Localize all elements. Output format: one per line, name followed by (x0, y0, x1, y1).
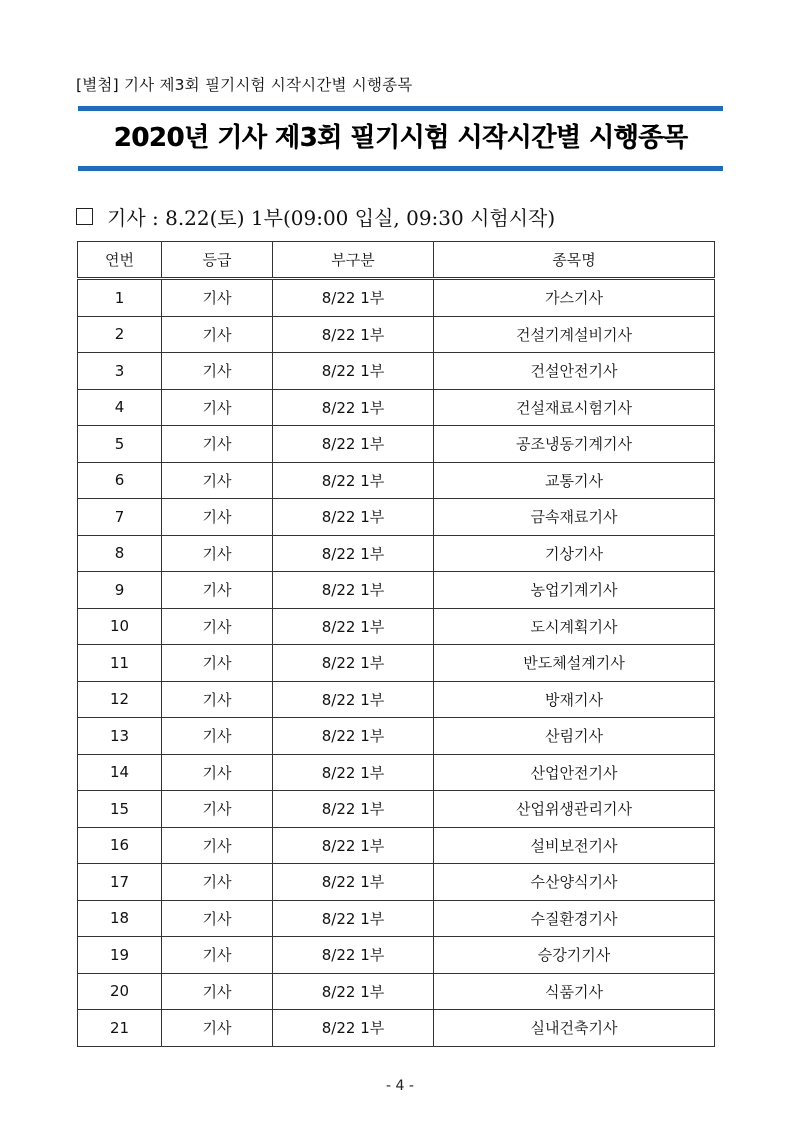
cell-grade: 기사 (162, 791, 273, 828)
cell-grade: 기사 (162, 462, 273, 499)
cell-subject: 식품기사 (434, 973, 715, 1010)
cell-number: 2 (78, 316, 162, 353)
section-heading-text: 기사 : 8.22(토) 1부(09:00 입실, 09:30 시험시작) (107, 205, 556, 230)
cell-session: 8/22 1부 (273, 572, 434, 609)
cell-number: 18 (78, 900, 162, 937)
cell-session: 8/22 1부 (273, 389, 434, 426)
cell-grade: 기사 (162, 608, 273, 645)
table-row (78, 681, 715, 718)
cell-grade: 기사 (162, 827, 273, 864)
schedule-table (77, 241, 715, 1047)
cell-grade: 기사 (162, 353, 273, 390)
cell-session: 8/22 1부 (273, 499, 434, 536)
cell-number: 11 (78, 645, 162, 682)
cell-subject: 산업안전기사 (434, 754, 715, 791)
cell-session: 8/22 1부 (273, 353, 434, 390)
cell-session: 8/22 1부 (273, 426, 434, 463)
cell-subject: 산업위생관리기사 (434, 791, 715, 828)
cell-grade: 기사 (162, 973, 273, 1010)
cell-grade: 기사 (162, 718, 273, 755)
cell-subject: 수산양식기사 (434, 864, 715, 901)
cell-grade: 기사 (162, 937, 273, 974)
cell-number: 14 (78, 754, 162, 791)
cell-session: 8/22 1부 (273, 608, 434, 645)
table-row (78, 864, 715, 901)
table-row (78, 900, 715, 937)
cell-number: 7 (78, 499, 162, 536)
table-row (78, 1010, 715, 1047)
table-header-row (78, 242, 715, 279)
cell-grade: 기사 (162, 389, 273, 426)
title-bar-bottom (78, 166, 723, 171)
cell-subject: 건설안전기사 (434, 353, 715, 390)
cell-number: 17 (78, 864, 162, 901)
table-row (78, 499, 715, 536)
cell-grade: 기사 (162, 572, 273, 609)
cell-session: 8/22 1부 (273, 681, 434, 718)
cell-number: 12 (78, 681, 162, 718)
table-row (78, 462, 715, 499)
cell-session: 8/22 1부 (273, 535, 434, 572)
cell-session: 8/22 1부 (273, 316, 434, 353)
table-row (78, 426, 715, 463)
cell-subject: 승강기기사 (434, 937, 715, 974)
cell-subject: 가스기사 (434, 279, 715, 317)
cell-session: 8/22 1부 (273, 645, 434, 682)
cell-session: 8/22 1부 (273, 827, 434, 864)
document-title: 2020년 기사 제3회 필기시험 시작시간별 시행종목 (113, 123, 688, 153)
table-row (78, 353, 715, 390)
cell-number: 16 (78, 827, 162, 864)
table-row (78, 827, 715, 864)
table-row (78, 535, 715, 572)
table-row (78, 973, 715, 1010)
cell-number: 9 (78, 572, 162, 609)
cell-number: 3 (78, 353, 162, 390)
cell-session: 8/22 1부 (273, 791, 434, 828)
title-block (78, 106, 723, 171)
cell-session: 8/22 1부 (273, 973, 434, 1010)
cell-grade: 기사 (162, 316, 273, 353)
cell-grade: 기사 (162, 499, 273, 536)
cell-subject: 농업기계기사 (434, 572, 715, 609)
cell-grade: 기사 (162, 754, 273, 791)
cell-subject: 수질환경기사 (434, 900, 715, 937)
cell-session: 8/22 1부 (273, 754, 434, 791)
cell-grade: 기사 (162, 645, 273, 682)
cell-subject: 실내건축기사 (434, 1010, 715, 1047)
table-row (78, 937, 715, 974)
cell-number: 19 (78, 937, 162, 974)
cell-number: 15 (78, 791, 162, 828)
column-header-number: 연번 (78, 242, 162, 279)
table-row (78, 572, 715, 609)
cell-number: 4 (78, 389, 162, 426)
cell-subject: 방재기사 (434, 681, 715, 718)
column-header-grade: 등급 (162, 242, 273, 279)
column-header-session: 부구분 (273, 242, 434, 279)
cell-grade: 기사 (162, 681, 273, 718)
cell-number: 20 (78, 973, 162, 1010)
cell-subject: 금속재료기사 (434, 499, 715, 536)
cell-subject: 반도체설계기사 (434, 645, 715, 682)
cell-subject: 건설기계설비기사 (434, 316, 715, 353)
cell-session: 8/22 1부 (273, 1010, 434, 1047)
table-body (78, 279, 715, 1047)
cell-number: 5 (78, 426, 162, 463)
checkbox-icon (76, 208, 93, 225)
cell-subject: 설비보전기사 (434, 827, 715, 864)
cell-grade: 기사 (162, 1010, 273, 1047)
cell-number: 13 (78, 718, 162, 755)
table-row (78, 316, 715, 353)
table-row (78, 791, 715, 828)
cell-number: 6 (78, 462, 162, 499)
cell-subject: 기상기사 (434, 535, 715, 572)
table-row (78, 389, 715, 426)
cell-grade: 기사 (162, 864, 273, 901)
cell-number: 10 (78, 608, 162, 645)
cell-subject: 건설재료시험기사 (434, 389, 715, 426)
cell-session: 8/22 1부 (273, 718, 434, 755)
cell-session: 8/22 1부 (273, 462, 434, 499)
page-number: - 4 - (386, 1078, 414, 1094)
cell-subject: 산림기사 (434, 718, 715, 755)
cell-subject: 교통기사 (434, 462, 715, 499)
cell-number: 1 (78, 279, 162, 317)
column-header-subject: 종목명 (434, 242, 715, 279)
table-row (78, 718, 715, 755)
table-row (78, 754, 715, 791)
cell-grade: 기사 (162, 426, 273, 463)
cell-grade: 기사 (162, 535, 273, 572)
table-row (78, 645, 715, 682)
section-heading (76, 201, 555, 231)
cell-session: 8/22 1부 (273, 937, 434, 974)
cell-subject: 공조냉동기계기사 (434, 426, 715, 463)
cell-number: 21 (78, 1010, 162, 1047)
table-row (78, 608, 715, 645)
cell-number: 8 (78, 535, 162, 572)
table-row (78, 279, 715, 317)
cell-grade: 기사 (162, 279, 273, 317)
header-note: [별첨] 기사 제3회 필기시험 시작시간별 시행종목 (76, 76, 413, 94)
cell-session: 8/22 1부 (273, 279, 434, 317)
cell-session: 8/22 1부 (273, 900, 434, 937)
cell-subject: 도시계획기사 (434, 608, 715, 645)
cell-session: 8/22 1부 (273, 864, 434, 901)
cell-grade: 기사 (162, 900, 273, 937)
